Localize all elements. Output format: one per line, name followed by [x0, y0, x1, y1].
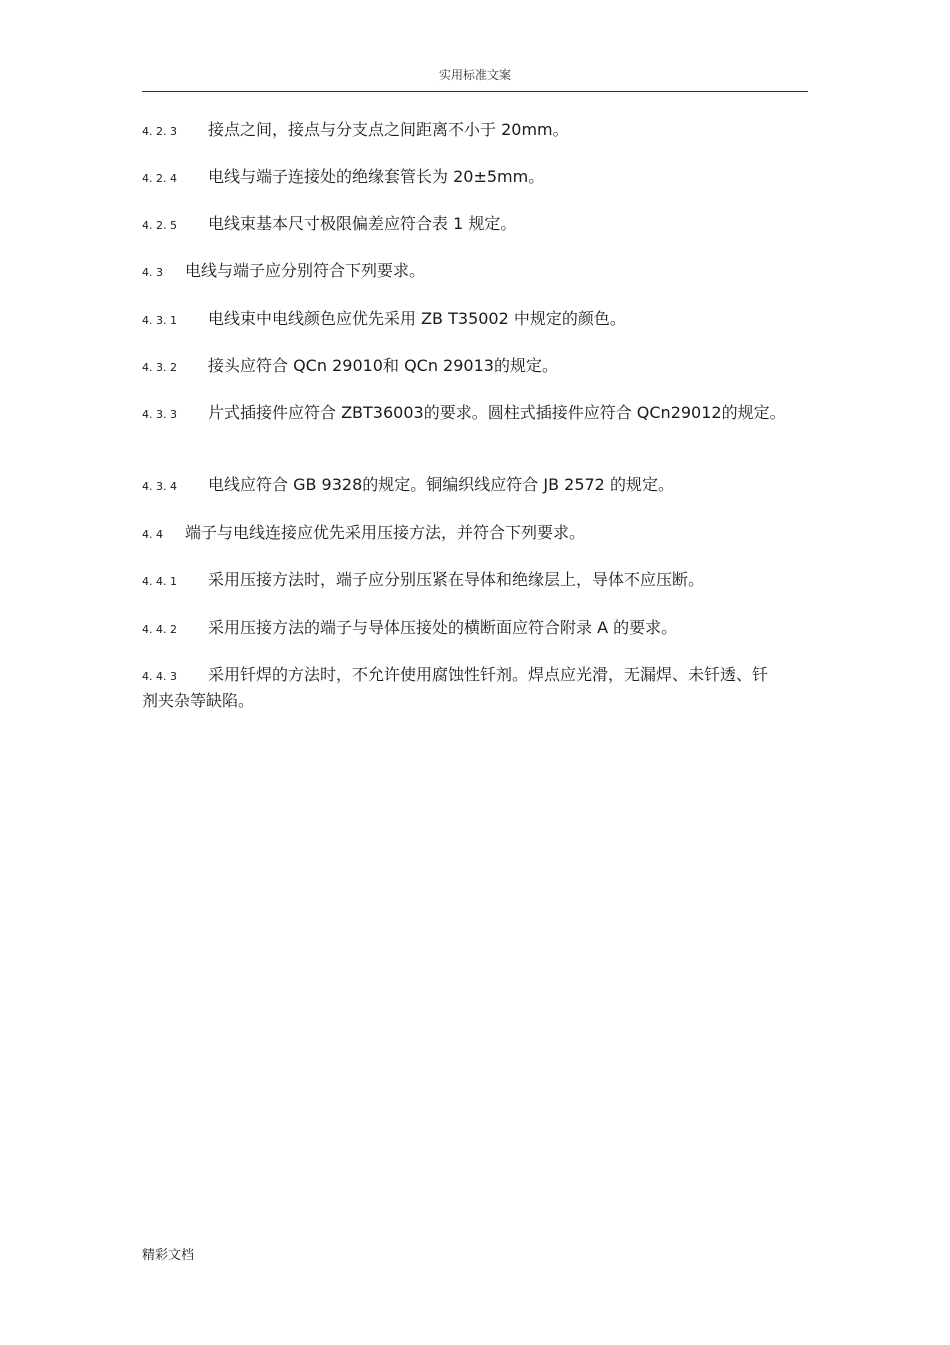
clause-text: 电线与端子应分别符合下列要求。 [185, 261, 426, 280]
clause-number: 4. 3. 4 [142, 480, 177, 493]
clause-text: 采用压接方法的端子与导体压接处的横断面应符合附录 A 的要求。 [208, 618, 678, 637]
clause-4-2-4 [142, 165, 808, 191]
clause-number: 4. 3. 3 [142, 408, 177, 421]
clause-4-4-1 [142, 568, 808, 594]
footer-text: 精彩文档 [142, 1248, 195, 1263]
clause-4-3-1 [142, 307, 808, 333]
clause-number: 4. 3. 1 [142, 314, 177, 327]
clause-number: 4. 2. 3 [142, 125, 177, 138]
clause-number: 4. 3. 2 [142, 361, 177, 374]
clause-number: 4. 3 [142, 266, 163, 279]
clause-text: 接点之间，接点与分支点之间距离不小于 20mm。 [208, 120, 569, 139]
page-header [142, 66, 808, 92]
clause-text: 电线与端子连接处的绝缘套管长为 20±5mm。 [208, 167, 545, 186]
clause-number: 4. 2. 5 [142, 219, 177, 232]
clause-text: 接头应符合 QCn 29010和 QCn 29013的规定。 [208, 356, 558, 375]
clause-4-4 [142, 521, 808, 547]
clause-4-3-3 [142, 401, 808, 427]
clause-4-3 [142, 259, 808, 285]
header-title: 实用标准文案 [438, 68, 511, 82]
clause-4-2-5 [142, 212, 808, 238]
clause-4-3-2 [142, 354, 808, 380]
clause-text: 电线束基本尺寸极限偏差应符合表 1 规定。 [208, 214, 517, 233]
clause-4-2-3 [142, 118, 808, 144]
clause-number: 4. 4 [142, 528, 163, 541]
clause-4-4-2 [142, 616, 808, 642]
clause-text: 采用钎焊的方法时，不允许使用腐蚀性钎剂。焊点应光滑，无漏焊、未钎透、钎剂夹杂等缺陷。 [142, 665, 769, 710]
clause-text: 片式插接件应符合 ZBT36003的要求。圆柱式插接件应符合 QCn29012的规定。 [208, 403, 786, 422]
clause-text: 端子与电线连接应优先采用压接方法，并符合下列要求。 [185, 523, 586, 542]
clause-number: 4. 4. 1 [142, 575, 177, 588]
clause-number: 4. 4. 3 [142, 670, 177, 683]
clause-text: 采用压接方法时，端子应分别压紧在导体和绝缘层上，导体不应压断。 [208, 570, 705, 589]
page-footer [142, 1247, 194, 1265]
clause-text: 电线束中电线颜色应优先采用 ZB T35002 中规定的颜色。 [208, 309, 626, 328]
clause-number: 4. 4. 2 [142, 623, 177, 636]
clause-4-4-3 [142, 663, 772, 713]
clause-number: 4. 2. 4 [142, 172, 177, 185]
clause-text: 电线应符合 GB 9328的规定。铜编织线应符合 JB 2572 的规定。 [208, 475, 674, 494]
clause-4-3-4 [142, 473, 808, 499]
